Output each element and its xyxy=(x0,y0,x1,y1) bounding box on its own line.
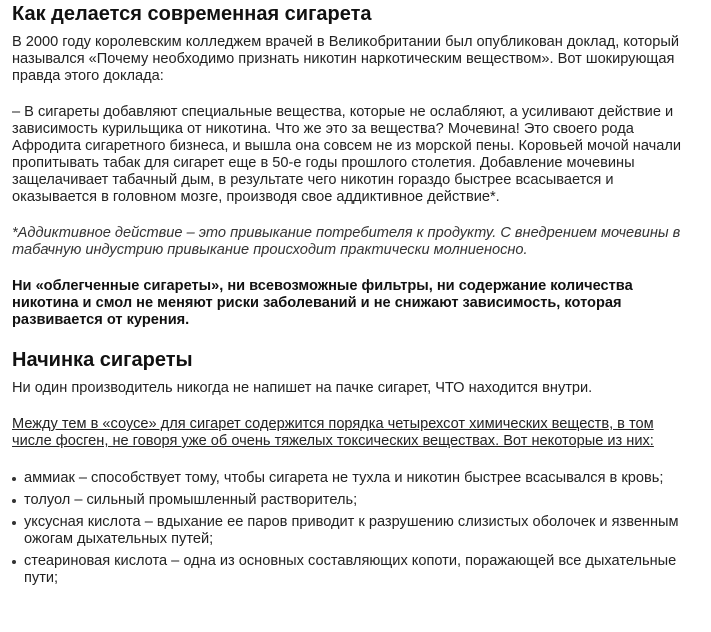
bullet-icon xyxy=(12,521,16,525)
section-title-modern-cigarette: Как делается современная сигарета xyxy=(12,3,372,25)
list-item xyxy=(12,553,689,587)
list-item xyxy=(12,492,689,509)
article xyxy=(0,2,711,587)
intro-paragraph: В 2000 году королевским колледжем врачей в Великобритании был опубликован доклад, который назывался «Почему необходимо признать никотин наркотическим веществом». Вот шокирующая правда этого доклада: xyxy=(12,34,680,84)
bullet-icon xyxy=(12,499,16,503)
bullet-icon xyxy=(12,560,16,564)
list-item xyxy=(12,514,689,548)
section-title-cigarette-filling: Начинка сигареты xyxy=(12,349,193,371)
bullet-icon xyxy=(12,477,16,481)
list-item-text: стеариновая кислота – одна из основных составляющих копоти, поражающей все дыхательные пути; xyxy=(24,553,677,586)
list-item-text: аммиак – способствует тому, чтобы сигарета не тухла и никотин быстрее всасывался в кровь; xyxy=(24,470,664,486)
chemicals-list xyxy=(12,470,689,587)
list-item xyxy=(12,470,689,487)
quote-paragraph: – В сигареты добавляют специальные вещества, которые не ослабляют, а усиливают действие и зависимость курильщика от никотина. Что же это за вещества? Мочевина! Это своего рода Афродита сигаретного бизнеса, и вышла она совсем не из морской пены. Коровьей мочой начали пропитывать табак для сигарет еще в 50-е годы прошлого столетия. Добавление мочевины защелачивает табачный дым, в результате чего никотин гораздо быстрее всасывается и оказывается в головном мозге, производя свое аддиктивное действие*. xyxy=(12,104,682,205)
chemicals-paragraph: Между тем в «соусе» для сигарет содержится порядка четырехсот химических веществ, в том числе фосген, не говоря уже об очень тяжелых токсических веществах. Вот некоторые из них: xyxy=(12,416,654,449)
bold-note-paragraph: Ни «облегченные сигареты», ни всевозможные фильтры, ни содержание количества никотина и смол не меняют риски заболеваний и не снижают зависимость, которая развивается от курения. xyxy=(12,278,633,328)
list-item-text: уксусная кислота – вдыхание ее паров приводит к разрушению слизистых оболочек и язвенным ожогам дыхательных путей; xyxy=(24,514,679,547)
footnote-paragraph: *Аддиктивное действие – это привыкание потребителя к продукту. С внедрением мочевины в табачную индустрию привыкание происходит практически молниеносно. xyxy=(12,225,681,258)
list-item-text: толуол – сильный промышленный растворитель; xyxy=(24,492,358,508)
filling-intro-paragraph: Ни один производитель никогда не напишет на пачке сигарет, ЧТО находится внутри. xyxy=(12,380,593,396)
